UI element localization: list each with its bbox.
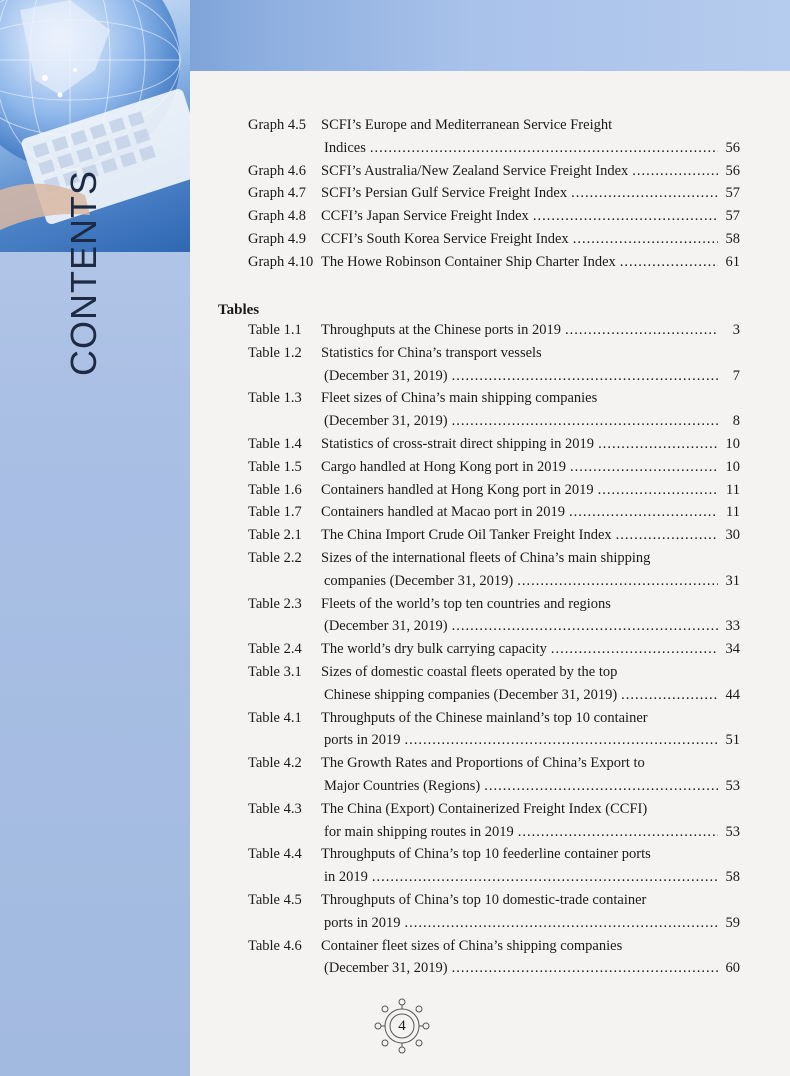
dot-leader [484, 775, 718, 797]
table-entry-page: 51 [725, 732, 740, 749]
table-entry-title: Chinese shipping companies (December 31, 2019) [324, 686, 618, 703]
table-entry-page: 33 [725, 618, 740, 635]
table-entry-line [321, 342, 740, 364]
table-entry-page: 11 [726, 481, 740, 498]
table-entry-page: 30 [725, 527, 740, 544]
table-entry-title: in 2019 [324, 869, 368, 886]
table-entry-page: 34 [725, 641, 740, 658]
dot-leader [517, 570, 718, 592]
table-entry-page: 3 [732, 322, 740, 338]
table-entry-line [321, 524, 740, 546]
graph-entry-line [321, 205, 740, 227]
dot-leader [620, 251, 718, 273]
dot-leader [565, 319, 718, 341]
table-entry-line [321, 456, 740, 478]
table-entry-line [321, 661, 740, 683]
table-entry-page: 53 [725, 823, 740, 840]
graph-entry-label: Graph 4.5 [248, 117, 306, 133]
graph-entry-page: 58 [725, 231, 740, 247]
dot-leader [621, 684, 718, 706]
table-entry-line [321, 387, 740, 409]
table-entry-title: Major Countries (Regions) [324, 778, 481, 794]
table-entry-line [321, 935, 740, 957]
graph-entry-title: Indices [324, 139, 366, 156]
table-entry-title: Containers handled at Macao port in 2019 [321, 504, 566, 521]
table-entry-line [324, 615, 740, 637]
table-entry-title: Fleets of the world’s top ten countries and regions [321, 595, 611, 612]
graph-entry-line [324, 137, 740, 159]
table-entry-line [321, 319, 740, 341]
table-entry-label: Table 1.5 [248, 458, 302, 475]
dot-leader [452, 410, 718, 432]
table-entry-title: companies (December 31, 2019) [324, 572, 514, 589]
table-entry-page: 53 [725, 778, 740, 794]
dot-leader [518, 821, 718, 843]
table-entry-line [321, 479, 740, 501]
graph-entry-page: 61 [725, 253, 740, 270]
table-entry-title: (December 31, 2019) [324, 618, 448, 635]
dot-leader [405, 729, 718, 751]
table-entry-title: Fleet sizes of China’s main shipping companies [321, 390, 598, 407]
graph-entry-label: Graph 4.8 [248, 208, 306, 225]
table-entry-line [321, 501, 740, 523]
dot-leader [569, 501, 718, 523]
table-entry-line [324, 365, 740, 387]
table-entry-title: (December 31, 2019) [324, 367, 448, 384]
table-entry-line [321, 593, 740, 615]
table-entry-label: Table 4.5 [248, 892, 302, 908]
table-entry-label: Table 1.7 [248, 504, 302, 521]
table-entry-title: Statistics of cross-strait direct shipping in 2019 [321, 436, 595, 452]
table-entry-title: Throughputs of China’s top 10 domestic-trade container [321, 892, 647, 908]
table-entry-label: Table 2.4 [248, 641, 302, 658]
contents-side-label: CONTENTS [63, 170, 104, 376]
dot-leader [452, 365, 718, 387]
table-entry-line [321, 638, 740, 660]
graph-entry-page: 56 [725, 139, 740, 156]
table-entry-line [324, 866, 740, 888]
table-entry-line [321, 889, 740, 911]
graph-entry-line [321, 228, 740, 250]
table-entry-label: Table 1.2 [248, 344, 302, 361]
dot-leader [616, 524, 718, 546]
table-entry-line [321, 707, 740, 729]
graph-entry-line [321, 251, 740, 273]
graph-entry-title: SCFI’s Persian Gulf Service Freight Index [321, 185, 568, 202]
table-entry-line [324, 410, 740, 432]
table-entry-line [324, 775, 740, 797]
table-entry-line [321, 433, 740, 455]
dot-leader [573, 228, 718, 250]
table-entry-line [324, 957, 740, 979]
table-entry-page: 60 [725, 960, 740, 977]
graph-entry-title: SCFI’s Australia/New Zealand Service Freight Index [321, 162, 629, 179]
dot-leader [598, 479, 718, 501]
table-entry-title: (December 31, 2019) [324, 960, 448, 977]
dot-leader [452, 957, 718, 979]
table-entry-title: The Growth Rates and Proportions of China’s Export to [321, 755, 645, 772]
table-entry-page: 31 [725, 572, 740, 589]
table-entry-label: Table 4.2 [248, 755, 302, 772]
table-entry-page: 7 [732, 367, 740, 384]
graph-entry-line [321, 182, 740, 204]
table-entry-title: Throughputs of the Chinese mainland’s top 10 container [321, 709, 648, 726]
graph-entry-label: Graph 4.7 [248, 185, 306, 202]
table-entry-line [324, 684, 740, 706]
graph-entry-title: CCFI’s Japan Service Freight Index [321, 208, 529, 225]
table-entry-title: Containers handled at Hong Kong port in 2019 [321, 481, 594, 498]
page-number-badge [372, 996, 432, 1056]
table-entry-title: Throughputs at the Chinese ports in 2019 [321, 322, 562, 338]
graph-entry-label: Graph 4.9 [248, 231, 306, 247]
graph-entry-line [321, 160, 740, 182]
table-entry-label: Table 1.4 [248, 436, 302, 452]
table-entry-page: 8 [732, 413, 740, 430]
graph-entry-title: The Howe Robinson Container Ship Charter Index [321, 253, 616, 270]
table-entry-label: Table 4.1 [248, 709, 302, 726]
table-entry-label: Table 2.1 [248, 527, 302, 544]
graph-entry-title: SCFI’s Europe and Mediterranean Service Freight [321, 117, 613, 133]
dot-leader [533, 205, 718, 227]
table-entry-title: Statistics for China’s transport vessels [321, 344, 542, 361]
table-entry-line [324, 821, 740, 843]
graph-entry-line [321, 114, 740, 136]
table-entry-page: 10 [725, 436, 740, 452]
table-entry-label: Table 1.3 [248, 390, 302, 407]
table-entry-title: Throughputs of China’s top 10 feederline container ports [321, 846, 651, 863]
table-entry-title: The world’s dry bulk carrying capacity [321, 641, 547, 658]
dot-leader [632, 160, 718, 182]
graph-entry-page: 57 [725, 185, 740, 202]
dot-leader [551, 638, 718, 660]
table-entry-title: Sizes of domestic coastal fleets operated by the top [321, 664, 618, 680]
table-entry-label: Table 2.2 [248, 550, 302, 566]
table-entry-line [321, 798, 740, 820]
dot-leader [372, 866, 718, 888]
dot-leader [571, 182, 718, 204]
table-entry-title: Cargo handled at Hong Kong port in 2019 [321, 458, 566, 475]
page-number: 4 [398, 1018, 406, 1034]
table-entry-label: Table 4.3 [248, 800, 302, 817]
graph-entry-page: 57 [725, 208, 740, 225]
dot-leader [405, 912, 718, 934]
table-entry-page: 58 [725, 869, 740, 886]
dot-leader [570, 456, 718, 478]
table-entry-title: Sizes of the international fleets of China’s main shipping [321, 550, 651, 566]
table-entry-label: Table 1.6 [248, 481, 302, 498]
table-entry-line [321, 547, 740, 569]
table-entry-label: Table 4.6 [248, 937, 302, 954]
dot-leader [452, 615, 718, 637]
table-entry-line [321, 752, 740, 774]
graph-entry-label: Graph 4.6 [248, 162, 306, 179]
table-entry-page: 59 [725, 914, 740, 931]
table-entry-line [324, 729, 740, 751]
table-entry-label: Table 3.1 [248, 664, 302, 680]
table-entry-title: ports in 2019 [324, 732, 401, 749]
graph-entry-page: 56 [725, 162, 740, 179]
table-entry-title: (December 31, 2019) [324, 413, 448, 430]
table-entry-line [321, 843, 740, 865]
table-entry-page: 44 [725, 686, 740, 703]
table-entry-title: Container fleet sizes of China’s shipping companies [321, 937, 623, 954]
graph-entry-title: CCFI’s South Korea Service Freight Index [321, 231, 569, 247]
dot-leader [598, 433, 718, 455]
table-entry-line [324, 570, 740, 592]
table-entry-line [324, 912, 740, 934]
table-entry-title: The China (Export) Containerized Freight Index (CCFI) [321, 800, 648, 817]
dot-leader [370, 137, 718, 159]
graph-entry-label: Graph 4.10 [248, 253, 314, 270]
table-entry-title: The China Import Crude Oil Tanker Freight Index [321, 527, 612, 544]
table-entry-title: ports in 2019 [324, 914, 401, 931]
table-entry-label: Table 1.1 [248, 322, 302, 338]
tables-heading: Tables [218, 302, 260, 318]
table-entry-label: Table 4.4 [248, 846, 302, 863]
table-entry-label: Table 2.3 [248, 595, 302, 612]
table-entry-title: for main shipping routes in 2019 [324, 823, 514, 840]
table-entry-page: 10 [725, 458, 740, 475]
table-entry-page: 11 [726, 504, 740, 521]
